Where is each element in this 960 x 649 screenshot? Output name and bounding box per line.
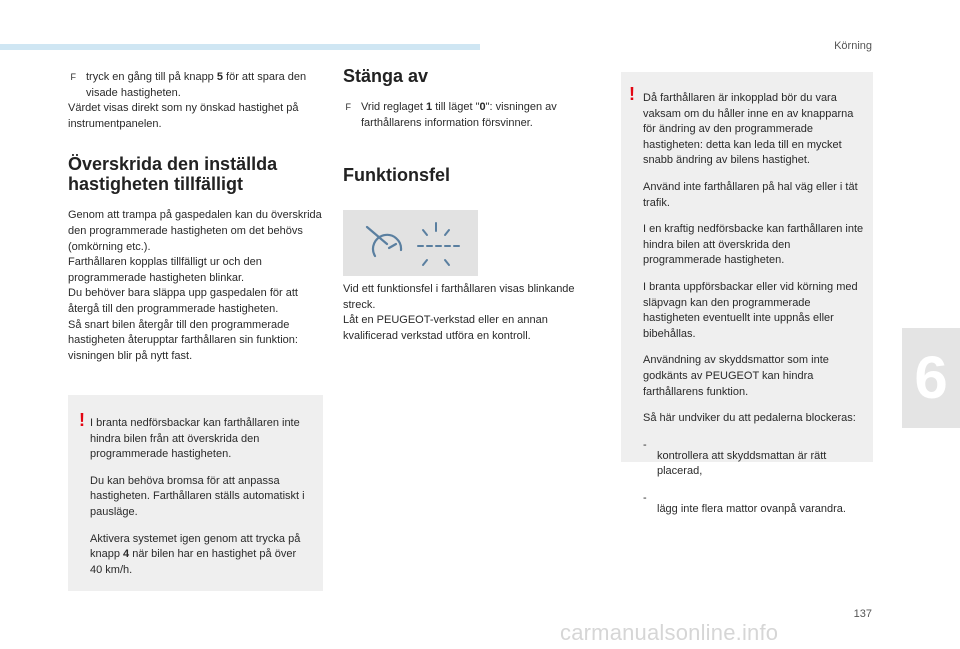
header-accent-bar: [0, 44, 480, 50]
warning-box-left: [68, 395, 323, 591]
warning-text: Använd inte farthållaren på hal väg eller i tät trafik.: [643, 180, 858, 209]
dash-item: [643, 438, 867, 491]
dash-text: kontrollera att skyddsmattan är rätt placerad,: [657, 449, 827, 478]
section-body: [68, 208, 323, 364]
dash-item: [643, 491, 867, 529]
section-heading: Stänga av: [343, 66, 429, 86]
paragraph: Du behöver bara släppa upp gaspedalen för att återgå till den programmerade hastigheten.: [68, 287, 298, 315]
warning-text: Så här undviker du att pedalerna blockeras:: [643, 412, 856, 425]
warning-box-right: [621, 72, 873, 515]
section-heading: Överskrida den inställda hastigheten tillfälligt: [68, 154, 278, 195]
column-middle: [343, 66, 583, 185]
page-number: 137: [853, 608, 872, 620]
section-heading: Funktionsfel: [343, 165, 450, 186]
speedometer-dashes-icon: [343, 210, 478, 276]
bullet-text: Vrid reglaget 1 till läget "0": visningen av farthållarens information försvinner.: [361, 101, 557, 129]
fault-description: [343, 282, 583, 344]
warning-text: I en kraftig nedförsbacke kan farthållaren inte hindra bilen att överskrida den programmerade hastigheten.: [643, 223, 864, 267]
warning-icon: !: [79, 410, 85, 430]
bullet-marker: F: [343, 102, 351, 112]
dash-text: lägg inte flera mattor ovanpå varandra.: [657, 502, 846, 515]
bullet-item: [68, 70, 323, 101]
dash-marker: -: [643, 438, 647, 451]
paragraph: Så snart bilen återgår till den programmerade hastigheten återupptar farthållaren sin funktion: visningen blir på nytt fast.: [68, 318, 298, 362]
warning-text: Användning av skyddsmattor som inte godkänts av PEUGEOT kan hindra farthållarens funktion.: [643, 354, 829, 398]
chapter-title: Körning: [834, 40, 872, 52]
bullet-text: tryck en gång till på knapp 5 för att spara den visade hastigheten.: [86, 71, 307, 99]
cruise-control-fault-illustration: [343, 210, 478, 276]
warning-text: Du kan behöva bromsa för att anpassa hastigheten. Farthållaren ställs automatiskt i pausläge.: [90, 474, 305, 518]
warning-text: I branta uppförsbackar eller vid körning med släpvagn kan den programmerade hastigheten eventuellt inte uppnås eller bibehållas.: [643, 280, 858, 340]
dash-marker: -: [643, 491, 647, 504]
warning-text: Då farthållaren är inkopplad bör du vara vaksam om du håller inne en av knapparna för ändring av den programmerade hastigheten: detta kan leda till en mycket snabb ändring av bilens hastighet.: [643, 92, 854, 167]
warning-icon: !: [629, 84, 635, 104]
paragraph: Vid ett funktionsfel i farthållaren visas blinkande streck.: [343, 283, 575, 311]
paragraph: Farthållaren kopplas tillfälligt ur och den programmerade hastigheten blinkar.: [68, 256, 262, 284]
bullet-marker: F: [68, 72, 76, 82]
chapter-number: 6: [914, 344, 948, 411]
paragraph: Genom att trampa på gaspedalen kan du överskrida den programmerade hastigheten om det behövs (omkörning etc.).: [68, 209, 322, 253]
warning-text: Aktivera systemet igen genom att trycka på knapp 4 när bilen har en hastighet på över 40 km/h.: [90, 532, 301, 576]
bullet-item: [343, 100, 583, 131]
column-left: [68, 70, 323, 364]
paragraph: Låt en PEUGEOT-verkstad eller en annan kvalificerad verkstad utföra en kontroll.: [343, 314, 548, 342]
watermark: carmanualsonline.info: [560, 620, 779, 645]
chapter-tab: [902, 328, 960, 428]
warning-text: I branta nedförsbackar kan farthållaren inte hindra bilen från att överskrida den programmerade hastigheten.: [90, 417, 300, 461]
paragraph: Värdet visas direkt som ny önskad hastighet på instrumentpanelen.: [68, 102, 299, 130]
